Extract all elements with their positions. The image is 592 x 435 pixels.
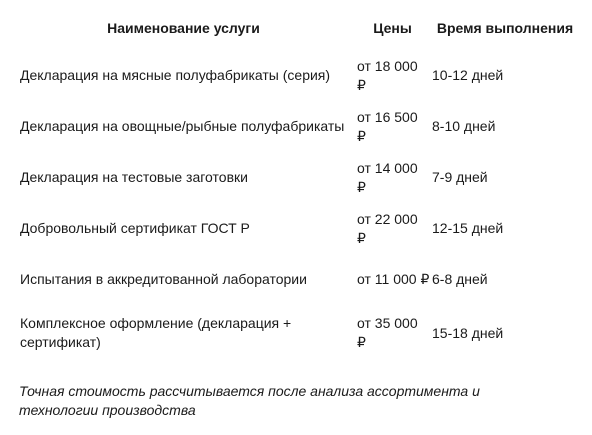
service-time: 12-15 дней [432,220,504,236]
table-row [12,254,580,305]
header-time: Время выполнения [436,19,574,36]
table-row [12,101,580,152]
service-price: от 18 000 ₽ [357,57,418,93]
service-name: Декларация на мясные полуфабрикаты (серия) [20,67,331,83]
service-price: от 11 000 ₽ [357,271,430,287]
service-price: от 22 000 ₽ [357,210,418,246]
service-price: от 35 000 ₽ [357,315,418,350]
service-time: 6-8 дней [432,271,488,287]
service-name: Испытания в аккредитованной лаборатории [20,271,307,287]
service-name: Добровольный сертификат ГОСТ Р [20,220,250,236]
table-header-row [12,6,580,50]
service-name: Комплексное оформление (декларация + сертификат) [20,315,292,350]
price-footnote: Точная стоимость рассчитывается после анализа ассортимента и технологии производства [19,383,480,418]
service-time: 8-10 дней [432,118,496,134]
header-price: Цены [373,19,412,36]
service-time: 10-12 дней [432,67,504,83]
service-name: Декларация на овощные/рыбные полуфабрикаты [20,118,345,134]
service-name: Декларация на тестовые заготовки [20,169,248,185]
service-time: 7-9 дней [432,169,488,185]
service-time: 15-18 дней [432,324,504,341]
price-table [12,6,580,361]
table-row [12,152,580,203]
table-row [12,50,580,101]
service-price: от 16 500 ₽ [357,108,418,144]
table-row [12,305,580,361]
header-service: Наименование услуги [107,19,260,36]
service-price: от 14 000 ₽ [357,159,418,195]
table-row [12,203,580,254]
